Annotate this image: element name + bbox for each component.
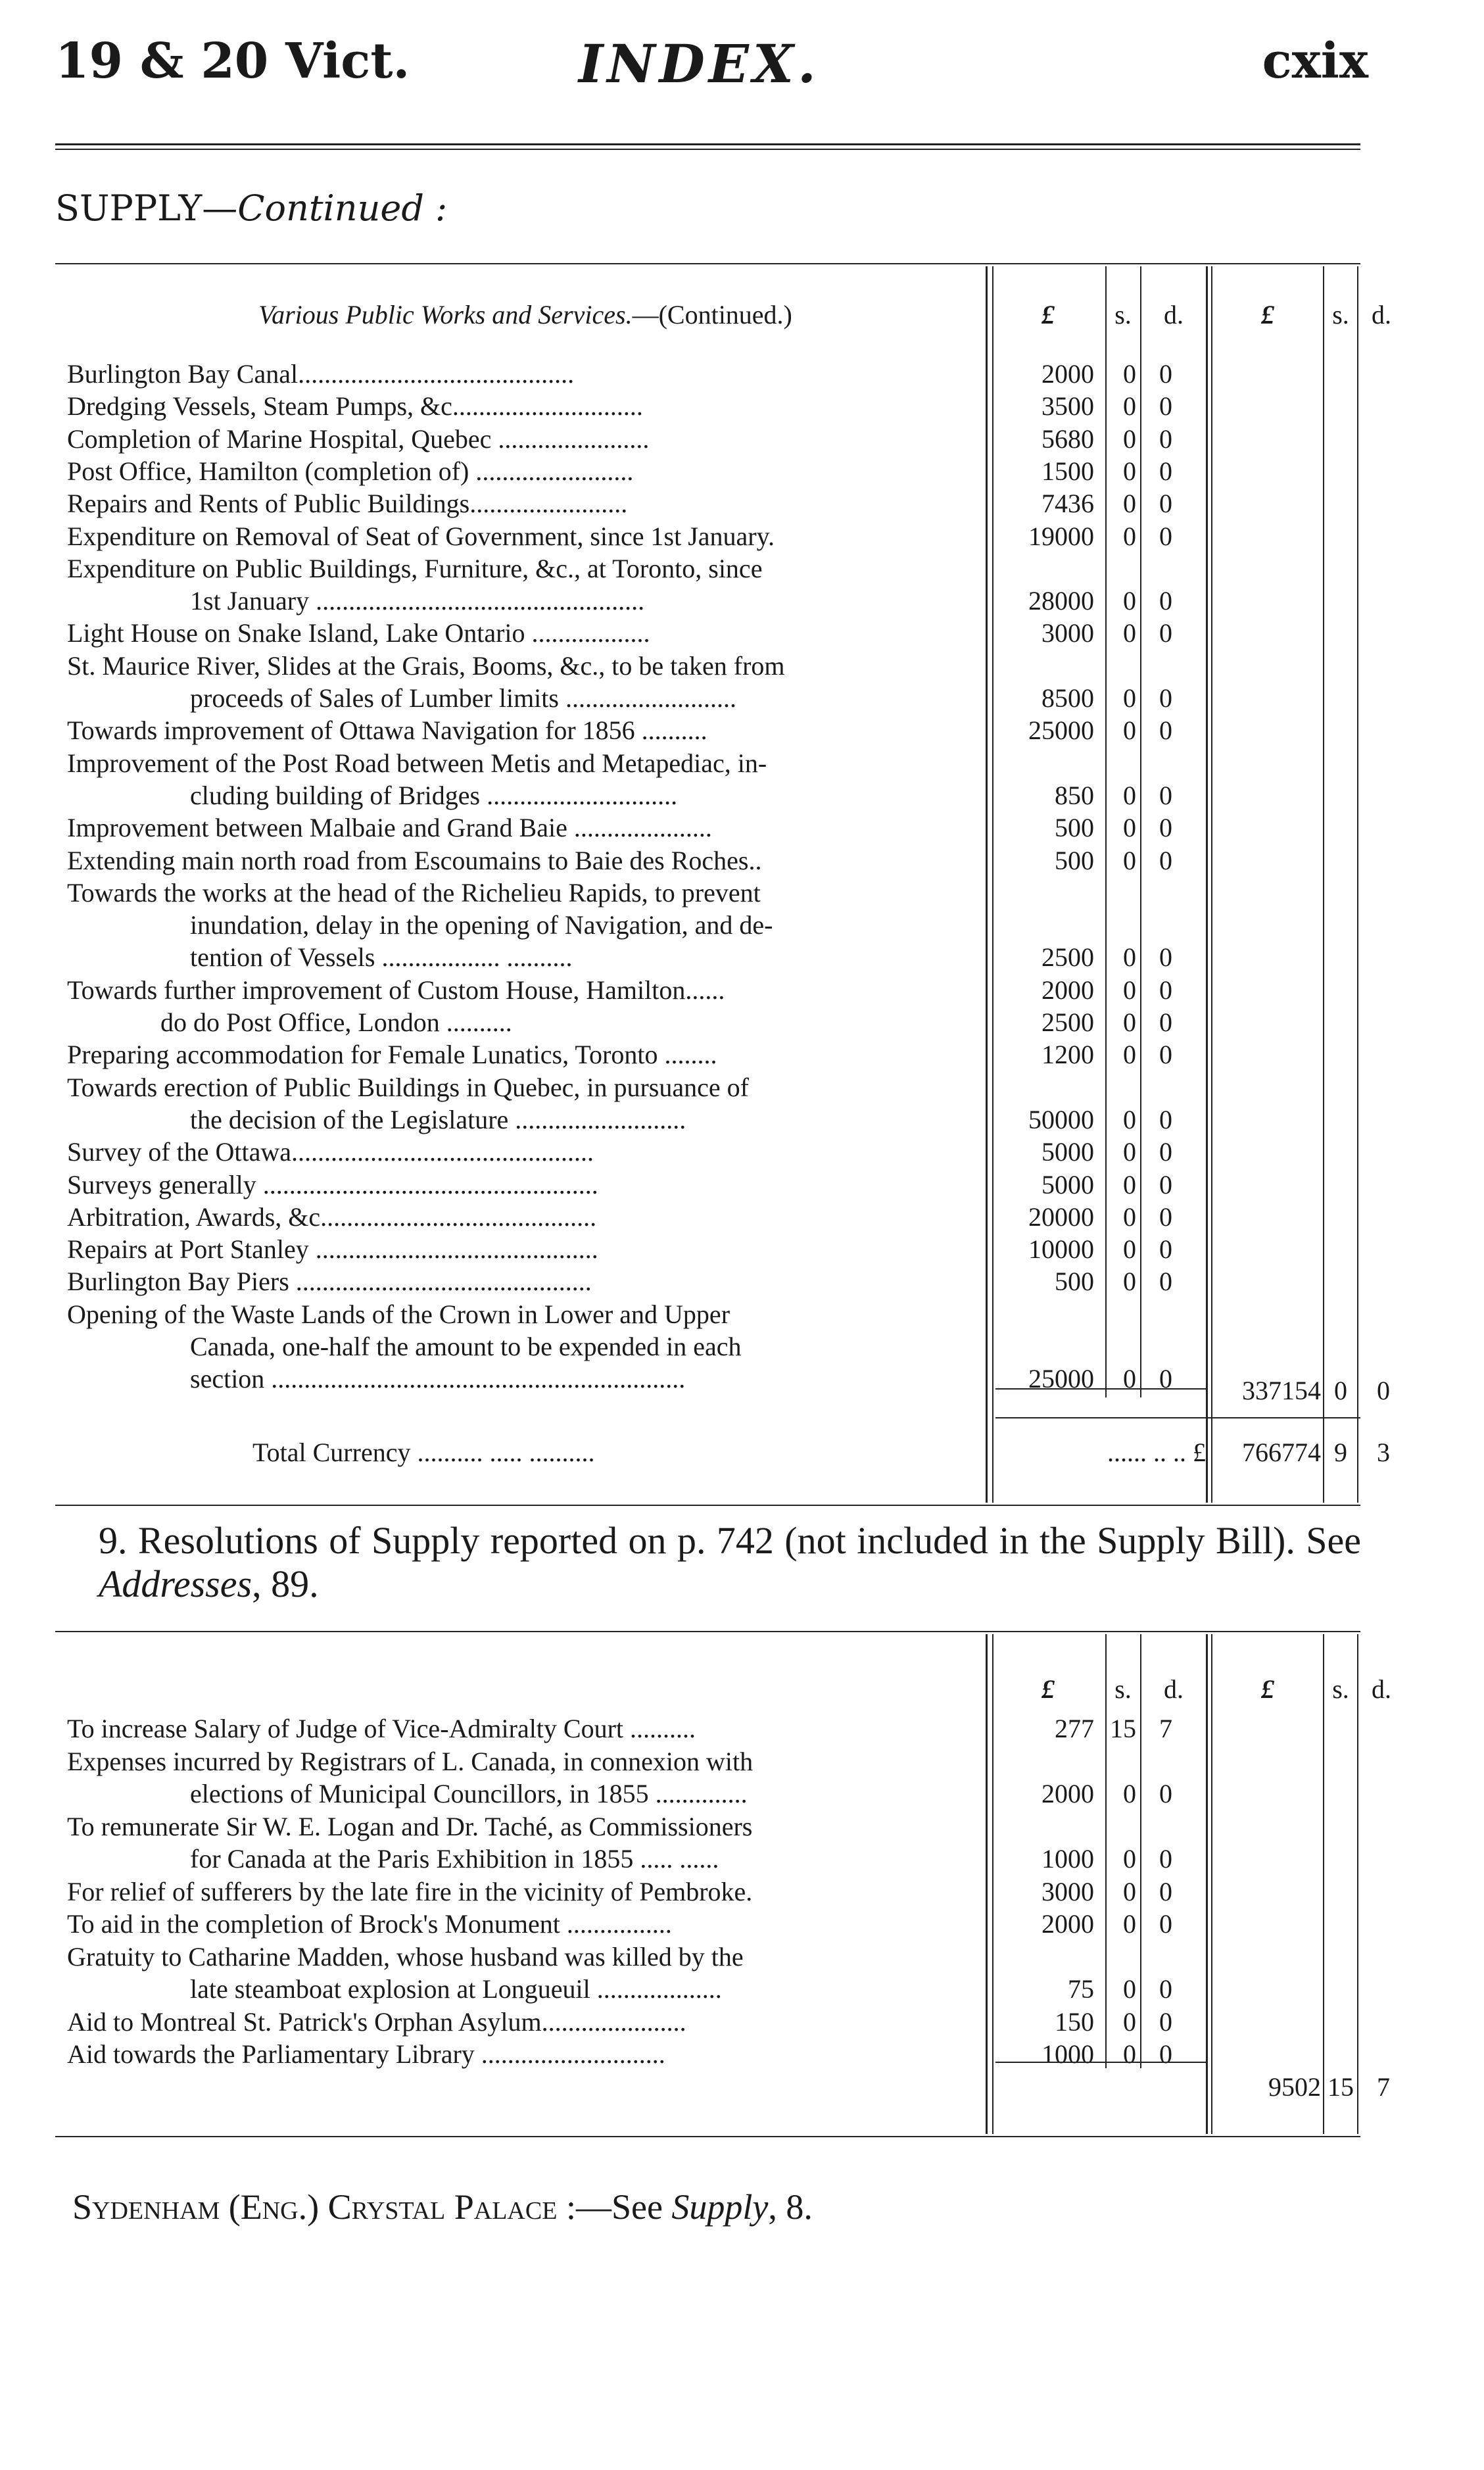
amount-pounds: 500 [1055,1267,1094,1297]
entry-separator: :—See [557,2187,672,2227]
entry-heading: Sydenham (Eng.) Crystal Palace [72,2187,558,2227]
amount-pence: 0 [1159,1876,1172,1906]
row-label: the decision of the Legislature .......................... [190,1104,686,1134]
paragraph-text: 9. Resolutions of Supply reported on p. 742 (not included in the Supply Bill). See [99,1519,1361,1562]
running-head-title: INDEX. [579,33,820,95]
amount-pounds: 75 [1068,1974,1094,2004]
row-label: Towards further improvement of Custom House, Hamilton...... [67,975,725,1005]
row-label: Light House on Snake Island, Lake Ontario .................. [67,618,650,648]
row-label: Arbitration, Awards, &c.......................................... [67,1201,597,1232]
amount-pounds: 2500 [1041,1007,1094,1037]
subtotal-shillings: 15 [1328,2072,1354,2102]
amount-shillings: 0 [1123,586,1136,616]
row-label: Expenditure on Removal of Seat of Government, since 1st January. [67,521,775,551]
resolutions-paragraph [99,1519,1361,1606]
amount-pence: 0 [1159,1234,1172,1265]
entry-tail: , 8. [768,2187,813,2227]
row-label: Expenses incurred by Registrars of L. Canada, in connexion with [67,1746,754,1776]
amount-shillings: 0 [1123,1779,1136,1808]
amount-pence: 0 [1159,1267,1172,1297]
table2-bottom-rule [55,2136,1360,2137]
section-title-continued: Continued : [237,187,448,229]
amount-pence: 0 [1159,1844,1172,1874]
row-label: Improvement between Malbaie and Grand Baie ..................... [67,813,712,843]
amount-pounds: 150 [1055,2006,1094,2037]
row-label: To increase Salary of Judge of Vice-Admiralty Court .......... [67,1714,696,1743]
amount-shillings: 0 [1123,1364,1136,1394]
amount-shillings: 0 [1123,2006,1136,2037]
amount-pence: 0 [1159,489,1172,519]
amount-shillings: 0 [1123,1876,1136,1906]
column-divider [1357,1634,1358,2134]
amount-pounds: 20000 [1028,1201,1094,1232]
page-number: cxix [1262,33,1368,89]
row-label: elections of Municipal Councillors, in 1855 .............. [190,1779,748,1808]
amount-pence: 0 [1159,780,1172,810]
amount-shillings: 0 [1123,683,1136,713]
subtotal-shillings: 0 [1334,1376,1347,1405]
amount-pence: 0 [1159,1201,1172,1232]
amount-shillings: 0 [1123,1844,1136,1874]
column-divider [1211,266,1212,1503]
amount-pence: 0 [1159,1104,1172,1134]
row-label: 1st January .................................................. [190,586,645,616]
amount-pounds: 10000 [1028,1234,1094,1265]
table-resolutions-supply [55,1634,1391,2134]
amount-shillings: 0 [1123,1104,1136,1134]
amount-pounds: 1000 [1041,1844,1094,1874]
amount-shillings: 0 [1123,2039,1136,2069]
heading-italic: Various Public Works and Services. [258,300,633,329]
row-label: Aid to Montreal St. Patrick's Orphan Asylum...................... [67,2006,686,2037]
col-pounds-total: £ [1261,300,1274,329]
row-label: Canada, one-half the amount to be expended in each [190,1332,742,1361]
amount-pounds: 3000 [1041,618,1094,648]
row-label: inundation, delay in the opening of Navigation, and de- [190,910,773,940]
amount-shillings: 0 [1123,618,1136,648]
amount-shillings: 0 [1123,456,1136,486]
amount-pence: 0 [1159,586,1172,616]
row-label: section ............................................................... [190,1364,686,1394]
amount-shillings: 0 [1123,1201,1136,1232]
col-pence: d. [1164,300,1184,329]
col-shillings: s. [1114,1674,1132,1704]
column-divider [1206,1634,1208,2134]
amount-pence: 7 [1159,1714,1172,1743]
amount-pence: 0 [1159,2039,1172,2069]
amount-shillings: 0 [1123,1909,1136,1939]
amount-shillings: 0 [1123,1974,1136,2004]
row-label: Surveys generally ................................................... [67,1169,598,1199]
subtotal-pence: 0 [1377,1376,1390,1405]
subtotal-pence: 7 [1377,2072,1390,2102]
amount-pounds: 8500 [1041,683,1094,713]
col-pence-total: d. [1372,300,1391,329]
table-various-public-works [55,266,1391,1503]
table2-top-rule [55,1631,1360,1632]
amount-shillings: 0 [1123,489,1136,519]
amount-pence: 0 [1159,1007,1172,1037]
amount-shillings: 0 [1123,975,1136,1005]
table1-bottom-rule [55,1505,1360,1506]
col-pounds: £ [1041,1674,1055,1704]
amount-pounds: 25000 [1028,715,1094,746]
amount-pence: 0 [1159,618,1172,648]
amount-pounds: 2000 [1041,1779,1094,1808]
index-entry-sydenham [72,2187,813,2227]
sum-rule [995,2062,1206,2063]
row-label: Repairs and Rents of Public Buildings........................ [67,489,628,519]
amount-pence: 0 [1159,1040,1172,1070]
row-label: Aid towards the Parliamentary Library ............................ [67,2039,665,2069]
amount-shillings: 0 [1123,424,1136,454]
amount-pounds: 3500 [1041,391,1094,422]
amount-pounds: 25000 [1028,1364,1094,1394]
amount-pence: 0 [1159,1137,1172,1167]
paragraph-tail: , 89. [252,1562,319,1605]
total-pence: 3 [1377,1438,1390,1467]
row-label: Improvement of the Post Road between Metis and Metapediac, in- [67,748,767,778]
row-label: Towards improvement of Ottawa Navigation for 1856 .......... [67,715,707,746]
amount-shillings: 0 [1123,391,1136,422]
amount-pounds: 2000 [1041,359,1094,389]
amount-pence: 0 [1159,845,1172,875]
col-pence: d. [1164,1674,1184,1704]
amount-shillings: 0 [1123,813,1136,843]
amount-pence: 0 [1159,715,1172,746]
amount-shillings: 0 [1123,521,1136,551]
amount-pounds: 500 [1055,845,1094,875]
amount-shillings: 0 [1123,715,1136,746]
amount-pence: 0 [1159,2006,1172,2037]
row-label: proceeds of Sales of Lumber limits .......................... [190,683,736,713]
amount-shillings: 15 [1110,1714,1136,1743]
row-label: for Canada at the Paris Exhibition in 1855 ..... ...... [190,1844,719,1874]
amount-pounds: 19000 [1028,521,1094,551]
row-label: Burlington Bay Piers ............................................. [67,1267,592,1297]
cross-reference-supply[interactable]: Supply [671,2187,769,2227]
row-label: do do Post Office, London .......... [160,1007,512,1037]
amount-pounds: 1200 [1041,1040,1094,1070]
heading-plain: —(Continued.) [632,300,792,329]
amount-shillings: 0 [1123,1040,1136,1070]
amount-pounds: 1000 [1041,2039,1094,2069]
amount-pence: 0 [1159,1364,1172,1394]
amount-pounds: 5000 [1041,1169,1094,1199]
col-shillings-total: s. [1332,1674,1349,1704]
col-shillings: s. [1114,300,1132,329]
row-label: Extending main north road from Escoumains to Baie des Roches.. [67,845,762,875]
column-divider [1323,266,1324,1503]
amount-pence: 0 [1159,1779,1172,1808]
amount-pounds: 2500 [1041,942,1094,973]
row-label: Preparing accommodation for Female Lunatics, Toronto ........ [67,1040,717,1070]
amount-pence: 0 [1159,975,1172,1005]
row-label: cluding building of Bridges ............................. [190,780,678,810]
amount-shillings: 0 [1123,359,1136,389]
row-label: Dredging Vessels, Steam Pumps, &c............................. [67,391,643,422]
amount-pence: 0 [1159,683,1172,713]
col-shillings-total: s. [1332,300,1349,329]
amount-pence: 0 [1159,1169,1172,1199]
amount-shillings: 0 [1123,845,1136,875]
row-label: To remunerate Sir W. E. Logan and Dr. Taché, as Commissioners [67,1811,753,1841]
total-shillings: 9 [1334,1438,1347,1467]
amount-pence: 0 [1159,1909,1172,1939]
column-divider [1357,266,1358,1503]
amount-pence: 0 [1159,1974,1172,2004]
running-head-session: 19 & 20 Vict. [55,33,410,89]
section-title-main: SUPPLY— [55,187,238,229]
amount-pounds: 1500 [1041,456,1094,486]
amount-shillings: 0 [1123,780,1136,810]
subtotal-pounds: 9502 [1268,2072,1321,2102]
total-rule [995,1417,1360,1418]
row-label: Completion of Marine Hospital, Quebec ....................... [67,424,650,454]
row-label: Gratuity to Catharine Madden, whose husband was killed by the [67,1941,744,1972]
amount-shillings: 0 [1123,1169,1136,1199]
amount-pounds: 3000 [1041,1876,1094,1906]
col-pence-total: d. [1372,1674,1391,1704]
amount-shillings: 0 [1123,1007,1136,1037]
amount-pence: 0 [1159,391,1172,422]
header-rule-double [55,149,1360,150]
amount-pence: 0 [1159,359,1172,389]
sum-rule [995,1388,1206,1390]
total-currency-label: Total Currency .......... ..... .......... [252,1438,595,1467]
header-rule [55,143,1360,145]
amount-pounds: 28000 [1028,586,1094,616]
row-label: Burlington Bay Canal.......................................... [67,359,575,389]
amount-shillings: 0 [1123,1267,1136,1297]
amount-pounds: 2000 [1041,1909,1094,1939]
row-label: To aid in the completion of Brock's Monument ................ [67,1909,672,1939]
total-dots: ...... .. .. £ [1107,1438,1206,1467]
amount-pence: 0 [1159,942,1172,973]
column-divider [1105,266,1107,1397]
row-label: Post Office, Hamilton (completion of) ........................ [67,456,634,486]
column-divider [1140,266,1141,1397]
amount-pounds: 277 [1055,1714,1094,1743]
column-divider [1211,1634,1212,2134]
amount-pence: 0 [1159,456,1172,486]
column-divider [1206,266,1208,1503]
amount-pounds: 850 [1055,780,1094,810]
column-divider [1323,1634,1324,2134]
col-pounds-total: £ [1261,1674,1274,1704]
col-pounds: £ [1041,300,1055,329]
amount-pence: 0 [1159,521,1172,551]
row-label: Towards the works at the head of the Richelieu Rapids, to prevent [67,877,761,908]
amount-pence: 0 [1159,813,1172,843]
amount-pounds: 50000 [1028,1104,1094,1134]
amount-pounds: 7436 [1041,489,1094,519]
row-label: Towards erection of Public Buildings in Quebec, in pursuance of [67,1072,749,1102]
row-label: Expenditure on Public Buildings, Furniture, &c., at Toronto, since [67,553,763,583]
table1-top-rule [55,263,1360,264]
amount-pounds: 5000 [1041,1137,1094,1167]
amount-pounds: 2000 [1041,975,1094,1005]
amount-shillings: 0 [1123,1234,1136,1265]
section-title [55,187,447,229]
amount-pounds: 5680 [1041,424,1094,454]
amount-shillings: 0 [1123,942,1136,973]
table1-heading-text [55,299,995,331]
amount-pence: 0 [1159,424,1172,454]
subtotal-pounds: 337154 [1242,1376,1321,1405]
row-label: Survey of the Ottawa.............................................. [67,1137,594,1167]
amount-pounds: 500 [1055,813,1094,843]
row-label: late steamboat explosion at Longueuil ................... [190,1974,722,2004]
row-label: St. Maurice River, Slides at the Grais, Booms, &c., to be taken from [67,650,785,681]
amount-shillings: 0 [1123,1137,1136,1167]
cross-reference-addresses[interactable]: Addresses [99,1562,252,1605]
row-label: Opening of the Waste Lands of the Crown in Lower and Upper [67,1299,730,1329]
row-label: tention of Vessels .................. .......... [190,942,573,973]
row-label: For relief of sufferers by the late fire in the vicinity of Pembroke. [67,1876,753,1906]
total-pounds: 766774 [1242,1438,1321,1467]
row-label: Repairs at Port Stanley ........................................... [67,1234,598,1265]
